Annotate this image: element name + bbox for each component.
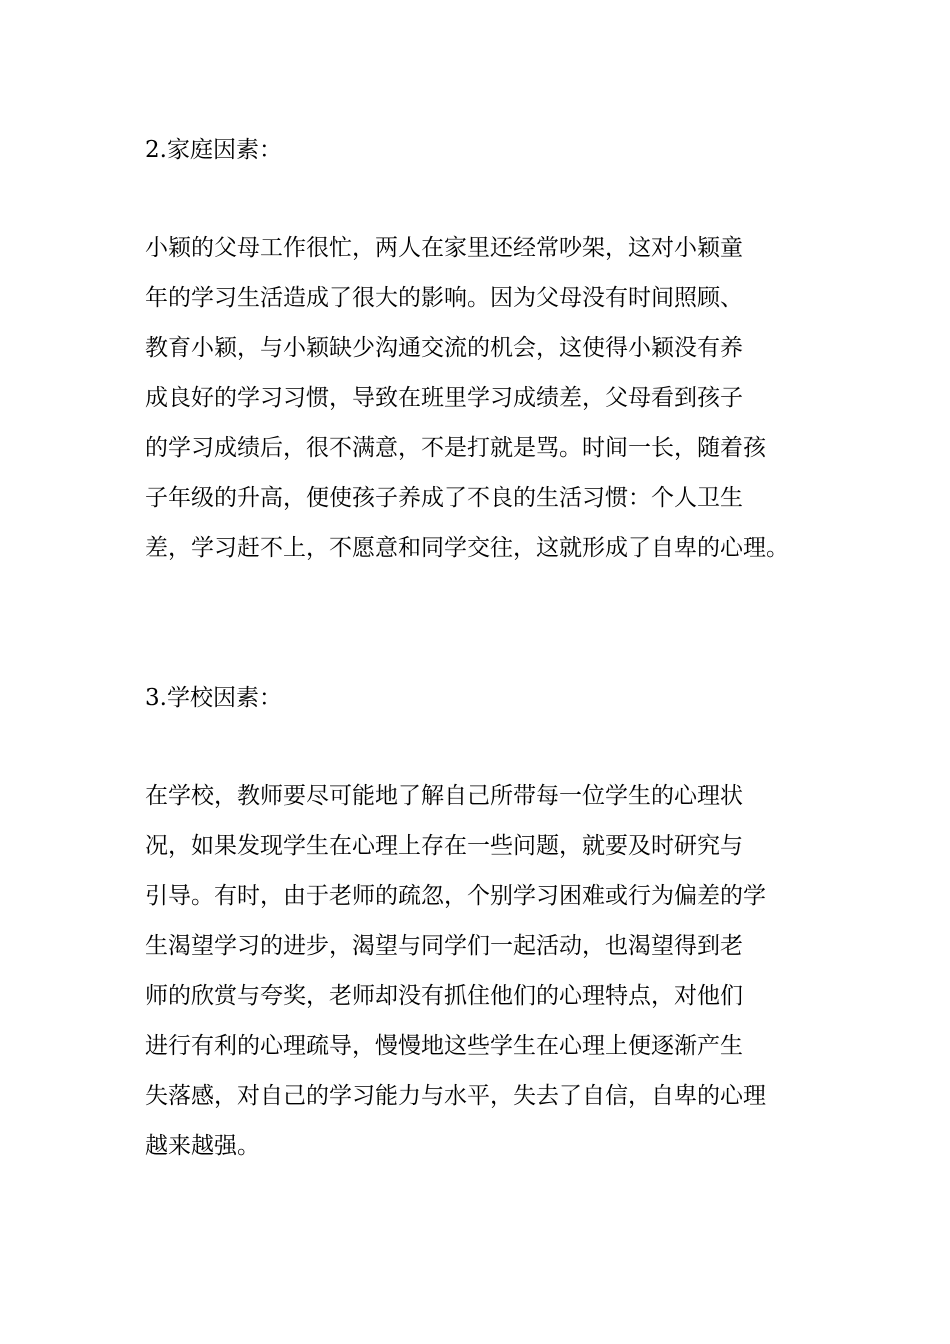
paragraph-line: 况，如果发现学生在心理上存在一些问题，就要及时研究与 [145,833,743,859]
paragraph-line: 子年级的升高，便使孩子养成了不良的生活习惯：个人卫生 [145,485,743,511]
paragraph-line: 差，学习赶不上，不愿意和同学交往，这就形成了自卑的心理。 [145,535,789,561]
paragraph-line: 失落感，对自己的学习能力与水平，失去了自信，自卑的心理 [145,1083,766,1109]
paragraph-line: 教育小颖，与小颖缺少沟通交流的机会，这使得小颖没有养 [145,335,743,361]
paragraph-line: 小颖的父母工作很忙，两人在家里还经常吵架，这对小颖童 [145,235,743,261]
section-heading-school: 3.学校因素： [145,685,282,711]
section-heading-family: 2.家庭因素： [145,137,282,163]
paragraph-family-factors [145,223,789,573]
paragraph-line: 在学校，教师要尽可能地了解自己所带每一位学生的心理状 [145,783,743,809]
paragraph-line: 师的欣赏与夸奖，老师却没有抓住他们的心理特点，对他们 [145,983,743,1009]
paragraph-line: 越来越强。 [145,1133,260,1159]
paragraph-line: 成良好的学习习惯，导致在班里学习成绩差，父母看到孩子 [145,385,743,411]
paragraph-line: 引导。有时，由于老师的疏忽，个别学习困难或行为偏差的学 [145,883,766,909]
paragraph-line: 年的学习生活造成了很大的影响。因为父母没有时间照顾、 [145,285,743,311]
paragraph-school-factors [145,771,766,1171]
paragraph-line: 生渴望学习的进步，渴望与同学们一起活动，也渴望得到老 [145,933,743,959]
paragraph-line: 的学习成绩后，很不满意，不是打就是骂。时间一长，随着孩 [145,435,766,461]
paragraph-line: 进行有利的心理疏导，慢慢地这些学生在心理上便逐渐产生 [145,1033,743,1059]
